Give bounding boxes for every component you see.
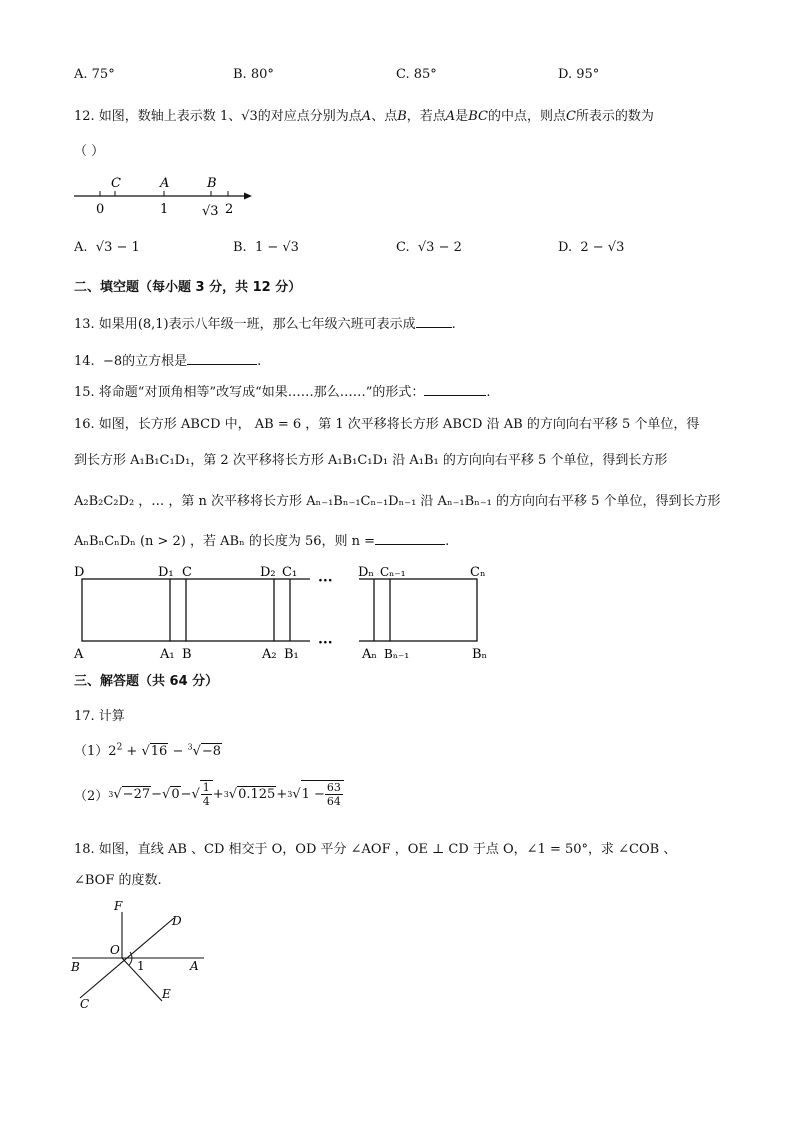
q17-part-2: （2） 3 √ −27 − √ 0 − √ $\frac{1}{4}$ + 3 √ 0.125 + 3 √ 1 − $\frac{63}{64}$ [74,780,344,808]
fig-label-An: Aₙ [362,647,378,662]
q16-line-1: 16. 如图，长方形 ABCD 中， AB = 6 ，第 1 次平移将长方形 ABCD 沿 AB 的方向向右平移 5 个单位，得 [74,417,700,432]
fig18-label-A: A [190,959,199,973]
q14-blank [187,352,257,365]
section-3-title: 三、解答题（共 64 分） [74,674,219,689]
fig-label-Dn: Dₙ [358,565,375,580]
fig18-label-F: F [114,899,123,913]
q15-blank [424,383,486,396]
fig-ellipsis-top: ··· [318,573,333,589]
axis-tick-sqrt3: √3 [202,204,219,219]
q12-option-a: A. √3 − 1 [74,240,140,255]
q13: 13. 如果用(8,1)表示八年级一班，那么七年级六班可表示成 . [74,317,456,332]
q18-intersecting-lines-figure [66,898,216,1010]
axis-label-c: C [111,176,121,191]
q16-line-2: 到长方形 A₁B₁C₁D₁，第 2 次平移将长方形 A₁B₁C₁D₁ 沿 A₁B₁ 的方向向右平移 5 个单位，得到长方形 [74,453,668,468]
q11-option-d: D. 95° [558,67,600,82]
q12-option-b: B. 1 − √3 [233,240,299,255]
q11-option-c: C. 85° [396,67,437,82]
q18-line-1: 18. 如图，直线 AB 、CD 相交于 O，OD 平分 ∠AOF ，OE ⊥ CD 于点 O，∠1 = 50°，求 ∠COB 、 [74,842,677,857]
fig18-label-B: B [71,960,80,974]
fig-label-D1: D₁ [158,565,174,580]
fig-label-D: D [74,565,85,580]
fig18-label-1: 1 [137,959,145,973]
q16-rectangles-figure [70,560,500,665]
q17-title: 17. 计算 [74,709,125,724]
q17-part-1: $(1)2^2 + √16 - ^3√-8$ [74,742,222,759]
fig-label-C1: C₁ [282,565,298,580]
axis-tick-2: 2 [225,202,234,217]
q12-option-c: C. √3 − 2 [396,240,462,255]
q16-line-4: AₙBₙCₙDₙ (n > 2) ，若 ABₙ 的长度为 56，则 n = . [74,534,450,549]
q18-line-2: ∠BOF 的度数. [74,873,162,888]
axis-label-b: B [207,176,217,191]
fig-label-D2: D₂ [260,565,276,580]
q11-option-b: B. 80° [233,67,274,82]
q16-line-3: A₂B₂C₂D₂ ，… ，第 n 次平移将长方形 Aₙ₋₁Bₙ₋₁Cₙ₋₁Dₙ₋₁ 沿 Aₙ₋₁Bₙ₋₁ 的方向向右平移 5 个单位，得到长方形 [74,494,721,509]
q12-number-line [70,172,260,222]
fig-label-B1: B₁ [284,647,299,662]
q11-option-a: A. 75° [74,67,115,82]
axis-tick-1: 1 [160,202,169,217]
q12-stem: 12. 如图，数轴上表示数 1、√3的对应点分别为点A、点B，若点A是BC的中点，则点C所表示的数为 [74,109,654,124]
axis-label-a: A [160,176,170,191]
fig-label-Cn-1: Cₙ₋₁ [380,565,406,579]
fig-ellipsis-bottom: ··· [318,635,333,651]
fig-label-Cn: Cₙ [470,565,486,580]
fig18-label-E: E [162,987,171,1001]
q14: 14. −8的立方根是 . [74,354,262,369]
q16-blank [375,532,445,545]
fig18-label-O: O [110,943,120,957]
fig18-label-C: C [80,997,90,1010]
section-2-title: 二、填空题（每小题 3 分，共 12 分） [74,280,302,295]
q13-blank [416,315,452,328]
fig18-label-D: D [172,914,182,928]
fig-label-Bn-1: Bₙ₋₁ [384,647,410,661]
q12-answer-paren: （ ） [74,144,105,159]
q15: 15. 将命题“对顶角相等”改写成“如果……那么……”的形式： . [74,385,491,400]
axis-tick-0: 0 [96,202,105,217]
fig-label-A1: A₁ [160,647,175,662]
fig-label-C: C [182,565,192,580]
fig-label-A2: A₂ [262,647,277,662]
q12-option-d: D. 2 − √3 [558,240,625,255]
fig-label-A: A [74,647,84,662]
fig-label-B: B [182,647,192,662]
fig-label-Bn: Bₙ [472,647,488,662]
